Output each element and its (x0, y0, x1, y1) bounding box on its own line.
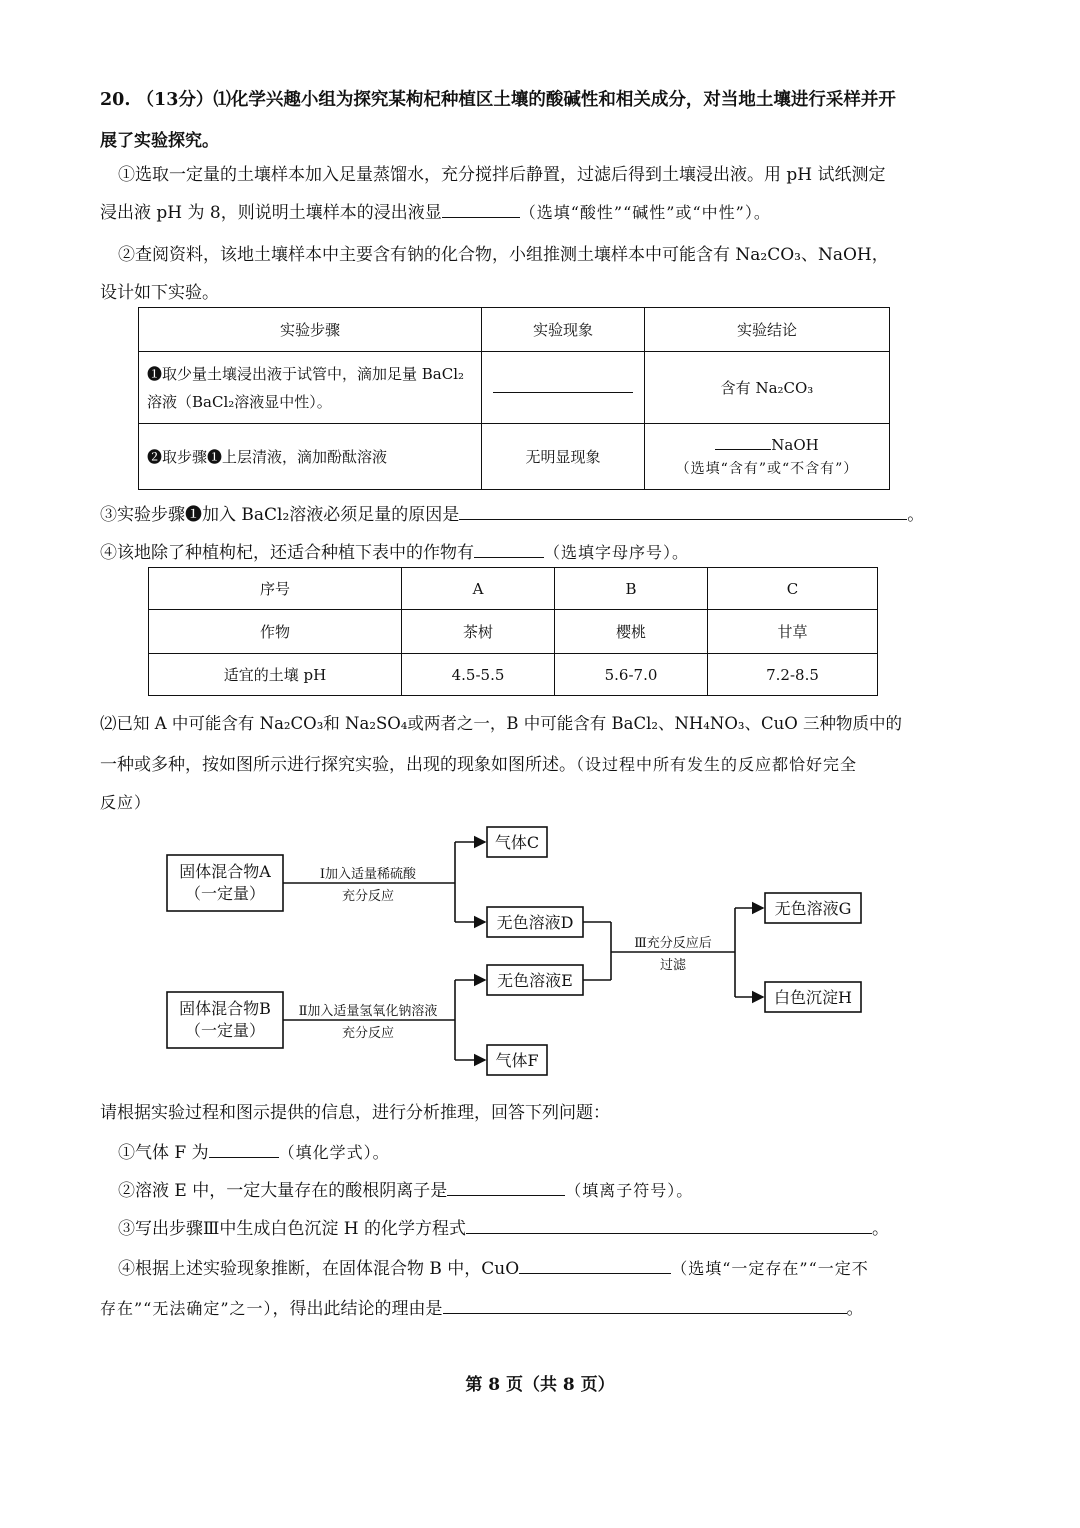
q2-a2-note: （填离子符号）。 (565, 1181, 694, 1200)
row1-conclusion: 含有 Na₂CO₃ (645, 352, 890, 424)
step-2-line-2: 设计如下实验。 (100, 283, 219, 303)
row1-step-a: ❶取少量土壤浸出液于试管中，滴加足量 BaCl₂ (147, 364, 465, 383)
box-a-label-1: 固体混合物A (179, 862, 271, 881)
crop-cell-r2c2: 5.6-7.0 (555, 654, 708, 696)
q2-a1-note: （填化学式）。 (278, 1143, 390, 1162)
crop-cell-r2c1: 4.5-5.5 (402, 654, 555, 696)
q2-line-1: ⑵已知 A 中可能含有 Na₂CO₃和 Na₂SO₄或两者之一，B 中可能含有 BaCl₂、NH₄NO₃、CuO 三种物质中的 (100, 714, 903, 733)
precipitate-h-label: 白色沉淀H (774, 988, 852, 1007)
step-1-text: 浸出液 pH 为 8，则说明土壤样本的浸出液显 (100, 203, 442, 223)
row2-conclusion-b: （选填“含有”或“不含有”） (675, 460, 859, 477)
crop-cell-r0c2: B (555, 568, 708, 610)
box-b-label-1: 固体混合物B (179, 999, 271, 1018)
step-1-label-1: Ⅰ加入适量稀硫酸 (319, 867, 417, 882)
step-4-text: ④该地除了种植枸杞，还适合种植下表中的作物有 (100, 543, 474, 563)
gas-f-label: 气体F (495, 1051, 539, 1070)
step-3-label-1: Ⅲ充分反应后 (634, 936, 712, 951)
row1-step-b: 溶液（BaCl₂溶液显中性）。 (147, 392, 332, 411)
step-1-label-2: 充分反应 (341, 889, 395, 904)
q2-a4-note: （选填“一定存在”“一定不 (671, 1259, 869, 1278)
solution-d-label: 无色溶液D (496, 913, 574, 932)
q2-a2-text: ②溶液 E 中，一定大量存在的酸根阴离子是 (118, 1181, 448, 1201)
step-2-line-1: ②查阅资料，该地土壤样本中主要含有钠的化合物，小组推测土壤样本中可能含有 Na₂CO₃、NaOH， (118, 245, 889, 265)
q2-line-2-text: 一种或多种，按如图所示进行探究实验，出现的现象如图所述。 (100, 755, 576, 775)
crop-cell-r2c0: 适宜的土壤 pH (149, 654, 402, 696)
header-phenomenon: 实验现象 (482, 308, 645, 352)
row2-phenomenon: 无明显现象 (482, 424, 645, 490)
step-1-note: （选填“酸性”“碱性”或“中性”）。 (519, 203, 771, 222)
q2-a2 (118, 1176, 693, 1201)
crop-cell-r0c3: C (708, 568, 878, 610)
step-3-label-2: 过滤 (659, 958, 687, 973)
solution-g-label: 无色溶液G (774, 899, 852, 918)
answer-blank-anion[interactable] (447, 1177, 565, 1196)
crop-cell-r1c1: 茶树 (402, 610, 555, 654)
crop-cell-r2c3: 7.2-8.5 (708, 654, 878, 696)
q2-a4-line-2 (100, 1294, 864, 1319)
answer-blank-gas-f[interactable] (209, 1139, 279, 1158)
page-footer: 第 8 页（共 8 页） (465, 1375, 615, 1395)
step-4-note: （选填字母序号）。 (544, 543, 690, 562)
q2-a3-end: 。 (872, 1219, 890, 1239)
q2-a4-line-1 (118, 1254, 869, 1279)
header-step: 实验步骤 (139, 308, 482, 352)
answer-blank-reason-cuo[interactable] (443, 1295, 847, 1314)
crop-cell-r1c0: 作物 (149, 610, 402, 654)
box-a-label-2: （一定量） (184, 884, 266, 903)
q2-line-2-note: （设过程中所有发生的反应都恰好完全 (576, 755, 858, 774)
q2-a3 (118, 1214, 889, 1239)
q2-a4-text: ④根据上述实验现象推断，在固体混合物 B 中，CuO (118, 1259, 520, 1279)
q2-a4-end: 。 (846, 1299, 864, 1319)
question-20-line-1: 20. （13分）⑴化学兴趣小组为探究某枸杞种植区土壤的酸碱性和相关成分，对当地土壤进行采样并开 (100, 90, 896, 110)
q2-a1 (118, 1138, 390, 1163)
answer-blank-cuo[interactable] (519, 1255, 671, 1274)
box-b-label-2: （一定量） (184, 1021, 266, 1040)
crop-cell-r0c1: A (402, 568, 555, 610)
q2-a1-text: ①气体 F 为 (118, 1143, 209, 1163)
step-2-label-1: Ⅱ加入适量氢氧化钠溶液 (298, 1004, 438, 1019)
crop-cell-r0c0: 序号 (149, 568, 402, 610)
header-conclusion: 实验结论 (645, 308, 890, 352)
q2-a4-line-2-text: ，得出此结论的理由是 (272, 1299, 443, 1319)
answer-blank-equation[interactable] (466, 1215, 872, 1234)
q2-a4-line-2-note: 存在”“无法确定”之一） (100, 1299, 273, 1318)
naoh-label: NaOH (771, 435, 819, 454)
row2-step: ❷取步骤❶上层清液，滴加酚酞溶液 (139, 424, 482, 490)
gas-c-label: 气体C (494, 833, 540, 852)
q2-prompt: 请根据实验过程和图示提供的信息，进行分析推理，回答下列问题： (100, 1103, 610, 1123)
solution-e-label: 无色溶液E (497, 971, 573, 990)
step-3-text: ③实验步骤❶加入 BaCl₂溶液必须足量的原因是 (100, 505, 460, 525)
question-20-line-2: 展了实验探究。 (100, 131, 219, 151)
step-2-label-2: 充分反应 (341, 1026, 395, 1041)
q2-a3-text: ③写出步骤Ⅲ中生成白色沉淀 H 的化学方程式 (118, 1219, 467, 1239)
step-1-line-1: ①选取一定量的土壤样本加入足量蒸馏水，充分搅拌后静置，过滤后得到土壤浸出液。用 pH 试纸测定 (118, 165, 886, 185)
step-3-end: 。 (907, 505, 925, 525)
q2-line-3: 反应） (100, 793, 152, 812)
crop-cell-r1c3: 甘草 (708, 610, 878, 654)
crop-cell-r1c2: 樱桃 (555, 610, 708, 654)
